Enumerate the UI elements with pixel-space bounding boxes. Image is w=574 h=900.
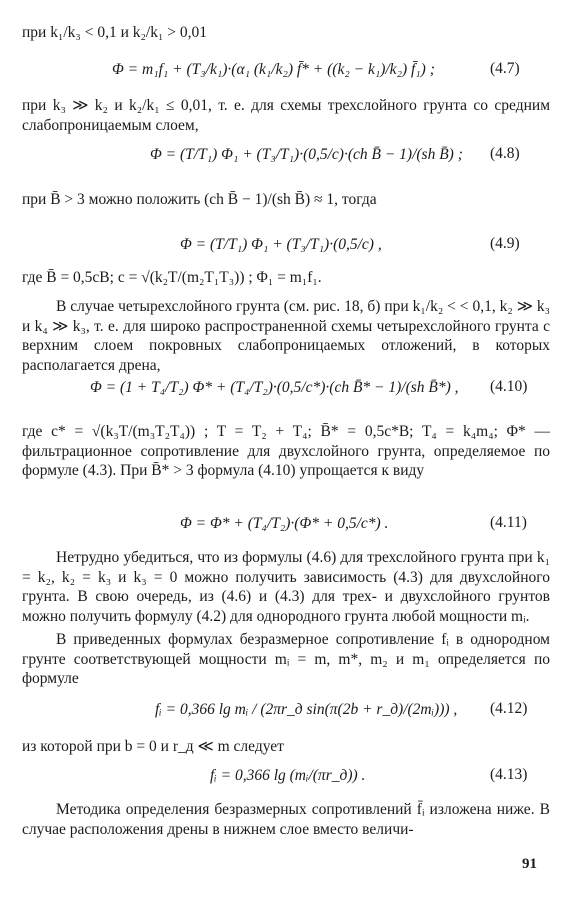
consequence-line: из которой при b = 0 и r_д ≪ m следует xyxy=(22,738,284,755)
paragraph-three-layer: при k₃ ≫ k₂ и k₂/k₁ ≤ 0,01, т. е. для схемы трехслойного грунта со средним слабопроницаемым слоем, xyxy=(22,97,550,134)
equation-4-7: Φ = m₁f₁ + (T₃/k₁)·(α₁ (k₁/k₂) f̄* + ((k₂ − k₁)/k₂) f̄₁) ; xyxy=(112,61,435,78)
paragraph-definitions-simplification: где c* = √(k₃T/(m₃T₂T₄)) ; T = T₂ + T₄; B̄* = 0,5c*B; T₄ = k₄m₄; Φ* — фильтрационное сопротивление для двухслойного грунта, определяемое по формуле (4.3). При B̄* > 3 формула (4.10) упрощается к виду xyxy=(22,423,550,480)
equation-number-4-13: (4.13) xyxy=(490,766,528,783)
equation-4-8: Φ = (T/T₁) Φ₁ + (T₃/T₁)·(0,5/c)·(ch B̄ − 1)/(sh B̄) ; xyxy=(150,146,463,163)
equation-4-13: fᵢ = 0,366 lg (mᵢ/(πr_д)) . xyxy=(210,767,366,784)
definitions-line: где B̄ = 0,5cB; c = √(k₂T/(m₂T₁T₃)) ; Φ₁ = m₁f₁. xyxy=(22,269,322,286)
equation-number-4-10: (4.10) xyxy=(490,378,528,395)
equation-number-4-8: (4.8) xyxy=(490,145,520,162)
equation-4-10: Φ = (1 + T₄/T₂) Φ* + (T₄/T₂)·(0,5/c*)·(ch B̄* − 1)/(sh B̄*) , xyxy=(90,379,459,396)
equation-number-4-11: (4.11) xyxy=(490,514,527,531)
paragraph-four-layer: В случае четырехслойного грунта (см. рис. 18, б) при k₁/k₂ < < 0,1, k₂ ≫ k₃ и k₄ ≫ k₃, т. е. для широко распространенной схемы четырехслойного грунта с верхним слоем покровных слабопроницаемых отложений, в которых располагается дрена, xyxy=(22,298,550,374)
paragraph-resistance: В приведенных формулах безразмерное сопротивление fᵢ в однородном грунте соответствующей мощности mᵢ = m, m*, m₂ и m₁ определяется по формуле xyxy=(22,631,550,688)
equation-4-9: Φ = (T/T₁) Φ₁ + (T₃/T₁)·(0,5/c) , xyxy=(180,236,382,253)
equation-number-4-7: (4.7) xyxy=(490,60,520,77)
approximation-line: при B̄ > 3 можно положить (ch B̄ − 1)/(sh B̄) ≈ 1, тогда xyxy=(22,191,377,208)
paragraph-methodology: Методика определения безразмерных сопротивлений f̄ᵢ изложена ниже. В случае расположения дрены в нижнем слое вместо величи- xyxy=(22,801,550,838)
equation-number-4-9: (4.9) xyxy=(490,235,520,252)
equation-4-12: fᵢ = 0,366 lg mᵢ / (2πr_д sin(π(2b + r_д)/(2mᵢ))) , xyxy=(155,701,458,718)
paragraph-verification: Нетрудно убедиться, что из формулы (4.6) для трехслойного грунта при k₁ = k₂, k₂ = k₃ и k₃ = 0 можно получить зависимость (4.3) для двухслойного грунта. В свою очередь, из (4.6) и (4.3) для трех- и двухслойного грунтов можно получить формулу (4.2) для однородного грунта любой мощности mᵢ. xyxy=(22,549,550,625)
page-number: 91 xyxy=(522,856,537,872)
condition-line: при k₁/k₃ < 0,1 и k₂/k₁ > 0,01 xyxy=(22,24,207,41)
equation-number-4-12: (4.12) xyxy=(490,700,528,717)
equation-4-11: Φ = Φ* + (T₄/T₂)·(Φ* + 0,5/c*) . xyxy=(180,515,389,532)
